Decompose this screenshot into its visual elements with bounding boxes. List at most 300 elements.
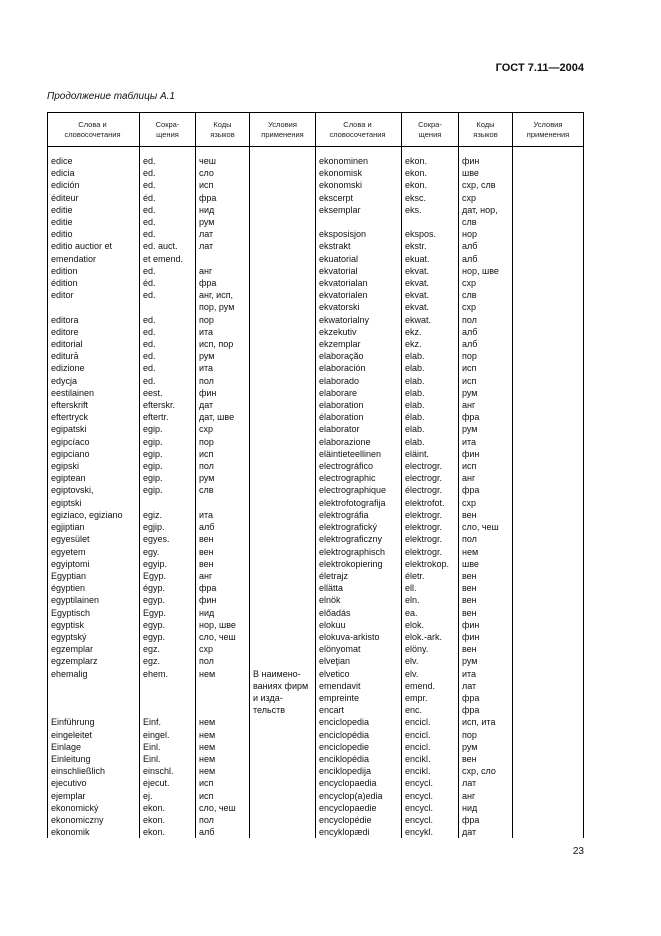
cell-language-code: фра	[459, 814, 513, 826]
column-header-usage-conditions: Условия применения	[513, 113, 584, 147]
table-row	[48, 448, 584, 460]
cell-language-code: вен	[459, 570, 513, 582]
cell-language-code: сло, чеш	[196, 802, 250, 814]
cell-word: elektrographisch	[316, 546, 402, 558]
cell-language-code	[196, 253, 250, 265]
cell-abbreviation: egip.	[140, 484, 196, 496]
table-row	[48, 631, 584, 643]
cell-word: egyesület	[48, 533, 140, 545]
cell-abbreviation: ekstr.	[402, 240, 459, 252]
cell-abbreviation: eingel.	[140, 729, 196, 741]
table-row	[48, 704, 584, 716]
cell-abbreviation: ekspos.	[402, 228, 459, 240]
cell-word	[316, 216, 402, 228]
cell-usage-condition	[513, 729, 584, 741]
table-row	[48, 204, 584, 216]
cell-language-code: вен	[459, 594, 513, 606]
cell-language-code: нор, шве	[459, 265, 513, 277]
cell-usage-condition	[250, 228, 316, 240]
cell-usage-condition	[513, 155, 584, 167]
cell-abbreviation: elektrogr.	[402, 546, 459, 558]
table-row	[48, 314, 584, 326]
cell-word: emendavit	[316, 680, 402, 692]
cell-abbreviation: elab.	[402, 350, 459, 362]
cell-abbreviation: égyp.	[140, 582, 196, 594]
cell-usage-condition	[250, 167, 316, 179]
table-row	[48, 265, 584, 277]
cell-usage-condition	[513, 448, 584, 460]
cell-usage-condition	[513, 692, 584, 704]
cell-abbreviation: ed.	[140, 228, 196, 240]
cell-abbreviation: Egyp.	[140, 607, 196, 619]
cell-usage-condition	[513, 619, 584, 631]
cell-abbreviation: egip.	[140, 436, 196, 448]
cell-abbreviation: eftertr.	[140, 411, 196, 423]
cell-abbreviation: életr.	[402, 570, 459, 582]
cell-usage-condition	[250, 790, 316, 802]
cell-language-code	[196, 692, 250, 704]
cell-usage-condition	[513, 338, 584, 350]
cell-abbreviation: egz.	[140, 643, 196, 655]
cell-abbreviation: ed.	[140, 338, 196, 350]
cell-usage-condition	[513, 594, 584, 606]
cell-usage-condition	[513, 582, 584, 594]
cell-usage-condition	[250, 326, 316, 338]
cell-language-code: алб	[196, 826, 250, 838]
cell-abbreviation: ekvat.	[402, 301, 459, 313]
table-row	[48, 240, 584, 252]
cell-usage-condition	[513, 460, 584, 472]
cell-language-code: нем	[196, 753, 250, 765]
cell-abbreviation: elab.	[402, 362, 459, 374]
cell-language-code: пор, рум	[196, 301, 250, 313]
table-row	[48, 594, 584, 606]
abbreviations-table	[47, 112, 584, 838]
cell-word: ekonominen	[316, 155, 402, 167]
cell-abbreviation: ehem.	[140, 668, 196, 680]
cell-usage-condition	[513, 631, 584, 643]
cell-usage-condition	[513, 802, 584, 814]
table-row	[48, 436, 584, 448]
cell-word: elaborare	[316, 387, 402, 399]
cell-abbreviation: ed. auct.	[140, 240, 196, 252]
cell-abbreviation: ed.	[140, 362, 196, 374]
cell-abbreviation: elab.	[402, 423, 459, 435]
cell-word: elaboración	[316, 362, 402, 374]
cell-language-code: пол	[196, 814, 250, 826]
cell-language-code: нид	[459, 802, 513, 814]
cell-abbreviation: egip.	[140, 423, 196, 435]
cell-abbreviation: elab.	[402, 436, 459, 448]
cell-abbreviation: ed.	[140, 350, 196, 362]
cell-usage-condition	[250, 375, 316, 387]
table-spacer-row	[48, 147, 584, 156]
cell-abbreviation: elok.-ark.	[402, 631, 459, 643]
cell-language-code: пол	[196, 375, 250, 387]
cell-abbreviation: elektrogr.	[402, 509, 459, 521]
cell-word: ejemplar	[48, 790, 140, 802]
column-header-abbreviations: Сокра- щения	[140, 113, 196, 147]
cell-language-code: ита	[196, 362, 250, 374]
table-row	[48, 533, 584, 545]
table-row	[48, 521, 584, 533]
cell-word: editorial	[48, 338, 140, 350]
cell-language-code: фин	[459, 619, 513, 631]
cell-usage-condition	[250, 423, 316, 435]
cell-language-code: рум	[459, 655, 513, 667]
cell-abbreviation: egiz.	[140, 509, 196, 521]
table-row	[48, 692, 584, 704]
table-row	[48, 460, 584, 472]
cell-language-code: схр	[459, 497, 513, 509]
cell-word: elvetico	[316, 668, 402, 680]
cell-abbreviation: emend.	[402, 680, 459, 692]
cell-abbreviation	[140, 301, 196, 313]
cell-word: életrajz	[316, 570, 402, 582]
table-header-row	[48, 113, 584, 147]
cell-word: encyclopaedie	[316, 802, 402, 814]
cell-language-code: дат	[196, 399, 250, 411]
cell-abbreviation: egjip.	[140, 521, 196, 533]
cell-language-code: рум	[459, 387, 513, 399]
cell-word: egiptovski,	[48, 484, 140, 496]
cell-word: ekonomisk	[316, 167, 402, 179]
cell-abbreviation: ekon.	[402, 155, 459, 167]
cell-language-code: исп, ита	[459, 716, 513, 728]
cell-language-code: пол	[459, 314, 513, 326]
cell-word: electrographic	[316, 472, 402, 484]
cell-usage-condition	[250, 741, 316, 753]
cell-language-code: нор, шве	[196, 619, 250, 631]
cell-abbreviation: egyip.	[140, 558, 196, 570]
cell-word: editora	[48, 314, 140, 326]
cell-word: élaboration	[316, 411, 402, 423]
cell-usage-condition	[250, 607, 316, 619]
cell-usage-condition	[513, 411, 584, 423]
cell-word: elokuu	[316, 619, 402, 631]
cell-abbreviation: egyp.	[140, 594, 196, 606]
cell-word: ekonomiczny	[48, 814, 140, 826]
cell-abbreviation: ekvat.	[402, 277, 459, 289]
cell-usage-condition	[513, 375, 584, 387]
cell-abbreviation: efterskr.	[140, 399, 196, 411]
cell-language-code: схр	[196, 643, 250, 655]
cell-abbreviation: eks.	[402, 204, 459, 216]
cell-abbreviation: ed.	[140, 375, 196, 387]
cell-language-code: вен	[459, 607, 513, 619]
table-row	[48, 387, 584, 399]
cell-word: ekonomski	[316, 179, 402, 191]
cell-abbreviation: ekwat.	[402, 314, 459, 326]
cell-usage-condition	[513, 716, 584, 728]
cell-usage-condition	[513, 277, 584, 289]
cell-abbreviation: ed.	[140, 179, 196, 191]
cell-abbreviation: ea.	[402, 607, 459, 619]
table-row	[48, 423, 584, 435]
cell-word: egyetem	[48, 546, 140, 558]
cell-usage-condition	[513, 655, 584, 667]
cell-abbreviation: ed.	[140, 204, 196, 216]
cell-abbreviation: encikl.	[402, 753, 459, 765]
cell-language-code: пол	[459, 533, 513, 545]
table-row	[48, 301, 584, 313]
cell-abbreviation: elektrokop.	[402, 558, 459, 570]
cell-usage-condition	[513, 546, 584, 558]
cell-usage-condition	[513, 558, 584, 570]
cell-usage-condition	[250, 558, 316, 570]
table-row	[48, 619, 584, 631]
cell-abbreviation: électrogr.	[402, 484, 459, 496]
cell-language-code: схр	[196, 423, 250, 435]
cell-word: egzemplarz	[48, 655, 140, 667]
cell-usage-condition	[513, 228, 584, 240]
cell-language-code: алб	[459, 240, 513, 252]
cell-abbreviation: encicl.	[402, 741, 459, 753]
cell-usage-condition	[513, 704, 584, 716]
table-row	[48, 802, 584, 814]
cell-language-code: нем	[459, 546, 513, 558]
cell-language-code: нид	[196, 607, 250, 619]
cell-abbreviation: encycl.	[402, 790, 459, 802]
cell-usage-condition	[513, 253, 584, 265]
cell-word: encyclop(a)edia	[316, 790, 402, 802]
cell-word: edición	[48, 179, 140, 191]
cell-abbreviation: eläint.	[402, 448, 459, 460]
table-row	[48, 582, 584, 594]
cell-usage-condition	[250, 497, 316, 509]
table-row	[48, 326, 584, 338]
cell-word: elektrokopiering	[316, 558, 402, 570]
cell-usage-condition	[250, 204, 316, 216]
cell-usage-condition	[513, 423, 584, 435]
cell-abbreviation: elab.	[402, 375, 459, 387]
cell-language-code: слв	[459, 289, 513, 301]
cell-language-code: нем	[196, 741, 250, 753]
cell-language-code: шве	[459, 167, 513, 179]
cell-word: empreinte	[316, 692, 402, 704]
cell-abbreviation: encycl.	[402, 814, 459, 826]
cell-word: ekzekutiv	[316, 326, 402, 338]
cell-word: enciclopedie	[316, 741, 402, 753]
cell-usage-condition	[513, 472, 584, 484]
cell-usage-condition	[513, 204, 584, 216]
table-row	[48, 814, 584, 826]
cell-language-code: слв	[196, 484, 250, 496]
cell-language-code: фра	[196, 582, 250, 594]
cell-abbreviation: ekon.	[402, 179, 459, 191]
cell-abbreviation	[402, 216, 459, 228]
cell-abbreviation: egip.	[140, 460, 196, 472]
cell-abbreviation	[140, 704, 196, 716]
cell-usage-condition	[250, 277, 316, 289]
cell-word: előadás	[316, 607, 402, 619]
cell-abbreviation: empr.	[402, 692, 459, 704]
cell-language-code: вен	[459, 509, 513, 521]
cell-word: egyptský	[48, 631, 140, 643]
cell-word: eksposisjon	[316, 228, 402, 240]
cell-usage-condition	[250, 533, 316, 545]
cell-word: elaboração	[316, 350, 402, 362]
cell-usage-condition: ваниях фирм	[250, 680, 316, 692]
cell-word: editio auctior et	[48, 240, 140, 252]
table-row	[48, 375, 584, 387]
cell-usage-condition	[250, 253, 316, 265]
cell-usage-condition	[250, 472, 316, 484]
cell-word: eestilainen	[48, 387, 140, 399]
table-row	[48, 777, 584, 789]
cell-usage-condition	[513, 521, 584, 533]
cell-usage-condition	[250, 460, 316, 472]
cell-usage-condition	[513, 436, 584, 448]
cell-usage-condition	[513, 570, 584, 582]
cell-word: egipatski	[48, 423, 140, 435]
cell-word: egipski	[48, 460, 140, 472]
cell-usage-condition	[513, 362, 584, 374]
cell-abbreviation: ed.	[140, 326, 196, 338]
cell-word: einschließlich	[48, 765, 140, 777]
cell-abbreviation: ekon.	[402, 167, 459, 179]
cell-abbreviation: encykl.	[402, 826, 459, 838]
cell-usage-condition	[513, 680, 584, 692]
cell-language-code: фра	[196, 277, 250, 289]
cell-word: edicia	[48, 167, 140, 179]
cell-language-code: лат	[459, 680, 513, 692]
table-row	[48, 765, 584, 777]
cell-language-code: вен	[196, 558, 250, 570]
cell-abbreviation: éd.	[140, 192, 196, 204]
cell-word: elaboration	[316, 399, 402, 411]
cell-word: elaborator	[316, 423, 402, 435]
table-row	[48, 277, 584, 289]
cell-word: ekonomický	[48, 802, 140, 814]
cell-word: elektrofotografija	[316, 497, 402, 509]
table-row	[48, 253, 584, 265]
cell-word: elönyomat	[316, 643, 402, 655]
cell-abbreviation: ed.	[140, 216, 196, 228]
page-number: 23	[572, 846, 584, 857]
cell-usage-condition	[513, 301, 584, 313]
cell-word: elaborazione	[316, 436, 402, 448]
cell-word: editore	[48, 326, 140, 338]
cell-word: eläintieteellinen	[316, 448, 402, 460]
cell-language-code: сло	[196, 167, 250, 179]
table-row	[48, 497, 584, 509]
cell-language-code: пор	[196, 436, 250, 448]
cell-language-code: фин	[459, 631, 513, 643]
cell-abbreviation: elektrogr.	[402, 533, 459, 545]
cell-language-code: алб	[196, 521, 250, 533]
cell-abbreviation: eest.	[140, 387, 196, 399]
cell-usage-condition	[513, 216, 584, 228]
cell-language-code: слв	[459, 216, 513, 228]
cell-language-code: рум	[196, 350, 250, 362]
cell-usage-condition: В наимено-	[250, 668, 316, 680]
cell-usage-condition	[513, 607, 584, 619]
cell-abbreviation: Einl.	[140, 753, 196, 765]
column-header-usage-conditions: Условия применения	[250, 113, 316, 147]
cell-usage-condition	[513, 643, 584, 655]
cell-usage-condition	[250, 155, 316, 167]
cell-usage-condition	[250, 216, 316, 228]
cell-abbreviation: ekz.	[402, 326, 459, 338]
cell-usage-condition	[250, 301, 316, 313]
cell-abbreviation: encycl.	[402, 777, 459, 789]
cell-word: ekzemplar	[316, 338, 402, 350]
cell-usage-condition	[513, 509, 584, 521]
cell-language-code: анг	[459, 399, 513, 411]
cell-usage-condition	[250, 399, 316, 411]
cell-abbreviation: encicl.	[402, 729, 459, 741]
cell-word: electrographique	[316, 484, 402, 496]
cell-language-code: нем	[196, 765, 250, 777]
cell-word	[48, 704, 140, 716]
cell-abbreviation: ed.	[140, 167, 196, 179]
cell-language-code: ита	[196, 326, 250, 338]
cell-word: emendatior	[48, 253, 140, 265]
cell-abbreviation: ekon.	[140, 826, 196, 838]
cell-language-code: дат, нор,	[459, 204, 513, 216]
cell-word: egipcíaco	[48, 436, 140, 448]
cell-word: elveţian	[316, 655, 402, 667]
cell-abbreviation: egip.	[140, 448, 196, 460]
cell-usage-condition	[250, 582, 316, 594]
cell-language-code: ита	[459, 668, 513, 680]
cell-abbreviation: eksc.	[402, 192, 459, 204]
cell-language-code: алб	[459, 253, 513, 265]
cell-word: édition	[48, 277, 140, 289]
cell-abbreviation	[140, 692, 196, 704]
cell-language-code: рум	[196, 216, 250, 228]
cell-language-code: лат	[196, 240, 250, 252]
cell-language-code: шве	[459, 558, 513, 570]
cell-language-code: рум	[459, 741, 513, 753]
table-body	[48, 147, 584, 839]
cell-usage-condition	[250, 436, 316, 448]
table-row	[48, 338, 584, 350]
cell-abbreviation: Egyp.	[140, 570, 196, 582]
cell-language-code: нем	[196, 729, 250, 741]
cell-usage-condition	[250, 411, 316, 423]
cell-language-code: анг	[459, 790, 513, 802]
cell-language-code: алб	[459, 338, 513, 350]
cell-language-code: фра	[459, 704, 513, 716]
cell-word: elnök	[316, 594, 402, 606]
column-header-language-codes: Коды языков	[459, 113, 513, 147]
cell-abbreviation: éd.	[140, 277, 196, 289]
cell-abbreviation: elab.	[402, 387, 459, 399]
cell-word: egiptean	[48, 472, 140, 484]
cell-language-code: схр, сло	[459, 765, 513, 777]
table-row	[48, 570, 584, 582]
cell-abbreviation: elektrofot.	[402, 497, 459, 509]
cell-abbreviation: enc.	[402, 704, 459, 716]
cell-usage-condition	[513, 240, 584, 252]
cell-language-code: исп, пор	[196, 338, 250, 350]
cell-word: ekvatorial	[316, 265, 402, 277]
cell-usage-condition	[513, 179, 584, 191]
cell-word: Einlage	[48, 741, 140, 753]
cell-language-code: анг, исп,	[196, 289, 250, 301]
cell-abbreviation: élab.	[402, 411, 459, 423]
cell-abbreviation: elab.	[402, 399, 459, 411]
cell-word: Einleitung	[48, 753, 140, 765]
cell-language-code: рум	[196, 472, 250, 484]
cell-word: ellätta	[316, 582, 402, 594]
cell-abbreviation	[140, 680, 196, 692]
cell-usage-condition	[250, 521, 316, 533]
cell-abbreviation: Einf.	[140, 716, 196, 728]
table-row	[48, 350, 584, 362]
